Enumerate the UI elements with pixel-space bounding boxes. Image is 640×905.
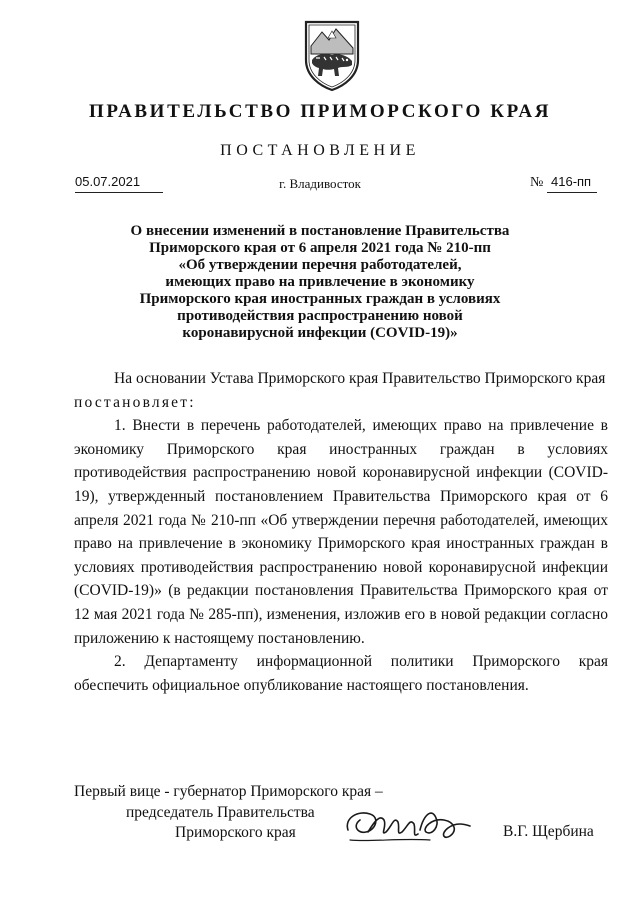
title-line: противодействия распространению новой xyxy=(177,308,463,324)
document-body xyxy=(74,367,608,697)
signer-name: В.Г. Щербина xyxy=(503,823,594,840)
decree-word: постановляет: xyxy=(74,393,196,411)
title-line: имеющих право на привлечение в экономику xyxy=(165,274,475,290)
document-type: ПОСТАНОВЛЕНИЕ xyxy=(220,142,420,159)
title-line: О внесении изменений в постановление Правительства xyxy=(130,223,510,239)
position-line: Приморского края xyxy=(175,824,296,841)
document-title xyxy=(0,223,640,342)
handwritten-signature xyxy=(340,796,480,852)
signatory-position xyxy=(74,782,383,844)
item-2-paragraph: 2. Департаменту информационной политики Приморского края обеспечить официальное опубликование настоящего постановления. xyxy=(74,653,608,694)
position-line: Первый вице - губернатор Приморского края – xyxy=(74,783,383,800)
title-line: Приморского края иностранных граждан в условиях xyxy=(139,291,501,307)
intro-paragraph: На основании Устава Приморского края Правительство Приморского края xyxy=(114,370,606,387)
number-label: № xyxy=(530,175,544,190)
coat-of-arms-icon xyxy=(302,20,362,92)
title-line: «Об утверждении перечня работодателей, xyxy=(178,257,462,273)
government-title: ПРАВИТЕЛЬСТВО ПРИМОРСКОГО КРАЯ xyxy=(88,101,552,122)
document-number: 416-пп xyxy=(551,174,592,189)
date-underline xyxy=(75,192,163,193)
document-city: г. Владивосток xyxy=(279,176,361,191)
number-underline xyxy=(547,192,597,193)
title-line: коронавирусной инфекции (COVID-19)» xyxy=(182,325,458,341)
item-1-paragraph: 1. Внести в перечень работодателей, имеющих право на привлечение в экономику Приморского края иностранных граждан в условиях противодействия распространению новой коронавирусной инфекции (COVID-19), утвержденный постановлением Правительства Приморского края от 6 апреля 2021 года № 210-пп «Об утверждении перечня работодателей, имеющих право на привлечение в экономику Приморского края иностранных граждан в условиях противодействия распространению новой коронавирусной инфекции (COVID-19)» (в редакции постановления Правительства Приморского края от 12 мая 2021 года № 285-пп), изменения, изложив его в новой редакции согласно приложению к настоящему постановлению. xyxy=(74,417,608,647)
position-line: председатель Правительства xyxy=(126,803,315,821)
document-date: 05.07.2021 xyxy=(75,174,141,189)
title-line: Приморского края от 6 апреля 2021 года № 210-пп xyxy=(149,240,491,256)
